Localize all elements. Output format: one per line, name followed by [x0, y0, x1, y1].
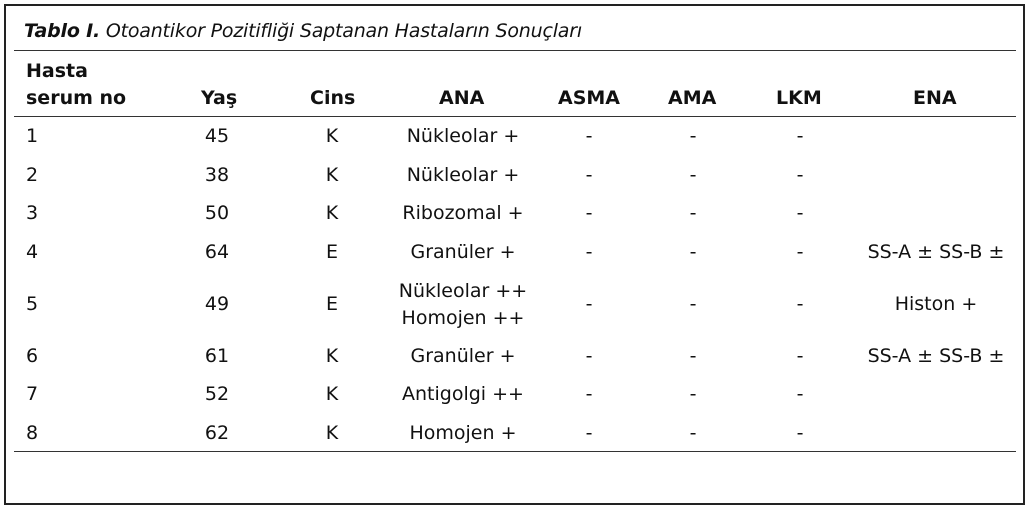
- cell-sex: K: [325, 344, 339, 367]
- cell-ama: -: [689, 421, 697, 444]
- cell-serum-no: 1: [26, 125, 39, 147]
- caption-label: Tablo I.: [24, 20, 100, 42]
- table-row: [14, 156, 1016, 194]
- table-caption: [24, 20, 582, 42]
- header-ama: AMA: [668, 87, 717, 109]
- cell-lkm: -: [796, 383, 804, 405]
- cell-ama: -: [689, 163, 697, 186]
- ana-pattern: Nükleolar ++: [398, 279, 528, 302]
- cell-ama: -: [689, 125, 697, 147]
- cell-age: 45: [204, 125, 230, 147]
- header-serum-line2: serum no: [26, 87, 127, 109]
- cell-ana: [363, 233, 563, 272]
- cell-lkm: -: [796, 421, 804, 444]
- table-row: [14, 194, 1016, 233]
- table-header: [14, 57, 1016, 113]
- ana-pattern: Homojen +: [409, 421, 517, 444]
- cell-asma: -: [585, 202, 593, 224]
- cell-asma: -: [585, 421, 593, 444]
- cell-sex: E: [325, 241, 338, 263]
- ana-pattern: Homojen ++: [401, 306, 525, 329]
- table-row: [14, 414, 1016, 452]
- header-ana: ANA: [439, 87, 485, 109]
- header-ena: ENA: [913, 87, 957, 109]
- cell-ena: Histon +: [894, 293, 978, 315]
- cell-ena: [856, 156, 1016, 194]
- cell-serum-no: 3: [26, 202, 39, 224]
- cell-lkm: -: [796, 344, 804, 367]
- cell-age: 62: [204, 421, 230, 444]
- cell-ena: [856, 117, 1016, 156]
- cell-lkm: -: [796, 202, 804, 224]
- table-row: [14, 117, 1016, 156]
- cell-serum-no: 6: [26, 344, 39, 367]
- cell-ana: [363, 156, 563, 194]
- cell-sex: K: [325, 383, 339, 405]
- header-serum-line1: Hasta: [26, 60, 88, 82]
- cell-serum-no: 2: [26, 163, 39, 186]
- header-serum-no: [26, 58, 126, 112]
- header-sex: Cins: [310, 87, 356, 109]
- cell-lkm: -: [796, 163, 804, 186]
- ana-pattern: Granüler +: [410, 241, 516, 263]
- cell-age: 61: [204, 344, 230, 367]
- cell-asma: -: [585, 344, 593, 367]
- cell-ama: -: [689, 344, 697, 367]
- ana-pattern: Ribozomal +: [402, 202, 524, 224]
- ana-pattern: Nükleolar +: [406, 163, 520, 186]
- cell-ena: SS-A ± SS-B ±: [867, 241, 1005, 263]
- caption-rule: [14, 50, 1016, 51]
- table-row: [14, 233, 1016, 272]
- cell-sex: K: [325, 202, 339, 224]
- cell-ena: [856, 375, 1016, 414]
- cell-age: 64: [204, 241, 230, 263]
- cell-ena: [856, 194, 1016, 233]
- ana-pattern: Granüler +: [410, 344, 516, 367]
- cell-age: 52: [204, 383, 230, 405]
- table-row: [14, 375, 1016, 414]
- cell-asma: -: [585, 293, 593, 315]
- cell-ama: -: [689, 383, 697, 405]
- cell-serum-no: 5: [26, 293, 39, 315]
- cell-lkm: -: [796, 241, 804, 263]
- cell-asma: -: [585, 383, 593, 405]
- cell-serum-no: 7: [26, 383, 39, 405]
- cell-ama: -: [689, 293, 697, 315]
- cell-asma: -: [585, 241, 593, 263]
- cell-lkm: -: [796, 293, 804, 315]
- cell-asma: -: [585, 125, 593, 147]
- cell-lkm: -: [796, 125, 804, 147]
- cell-serum-no: 4: [26, 241, 39, 263]
- cell-ana: [363, 414, 563, 452]
- cell-asma: -: [585, 163, 593, 186]
- cell-sex: K: [325, 125, 339, 147]
- cell-age: 38: [204, 163, 230, 186]
- bottom-rule: [14, 451, 1016, 452]
- cell-ena: [856, 414, 1016, 452]
- cell-sex: K: [325, 421, 339, 444]
- cell-ama: -: [689, 241, 697, 263]
- table-row: [14, 337, 1016, 375]
- cell-age: 50: [204, 202, 230, 224]
- cell-ana: [363, 375, 563, 414]
- header-lkm: LKM: [776, 87, 822, 109]
- cell-sex: K: [325, 163, 339, 186]
- cell-ama: -: [689, 202, 697, 224]
- cell-ana: [363, 337, 563, 375]
- cell-ana: [363, 117, 563, 156]
- ana-pattern: Antigolgi ++: [402, 383, 524, 405]
- cell-serum-no: 8: [26, 421, 39, 444]
- table-body: [14, 117, 1016, 452]
- ana-pattern: Nükleolar +: [406, 125, 520, 147]
- header-asma: ASMA: [558, 87, 621, 109]
- header-age: Yaş: [201, 87, 238, 109]
- cell-sex: E: [325, 293, 338, 315]
- cell-age: 49: [204, 293, 230, 315]
- cell-ana: [363, 194, 563, 233]
- table-row: [14, 272, 1016, 337]
- caption-title: Otoantikor Pozitifliği Saptanan Hastaların Sonuçları: [105, 20, 582, 42]
- cell-ana: [363, 272, 563, 337]
- cell-ena: SS-A ± SS-B ±: [867, 344, 1005, 367]
